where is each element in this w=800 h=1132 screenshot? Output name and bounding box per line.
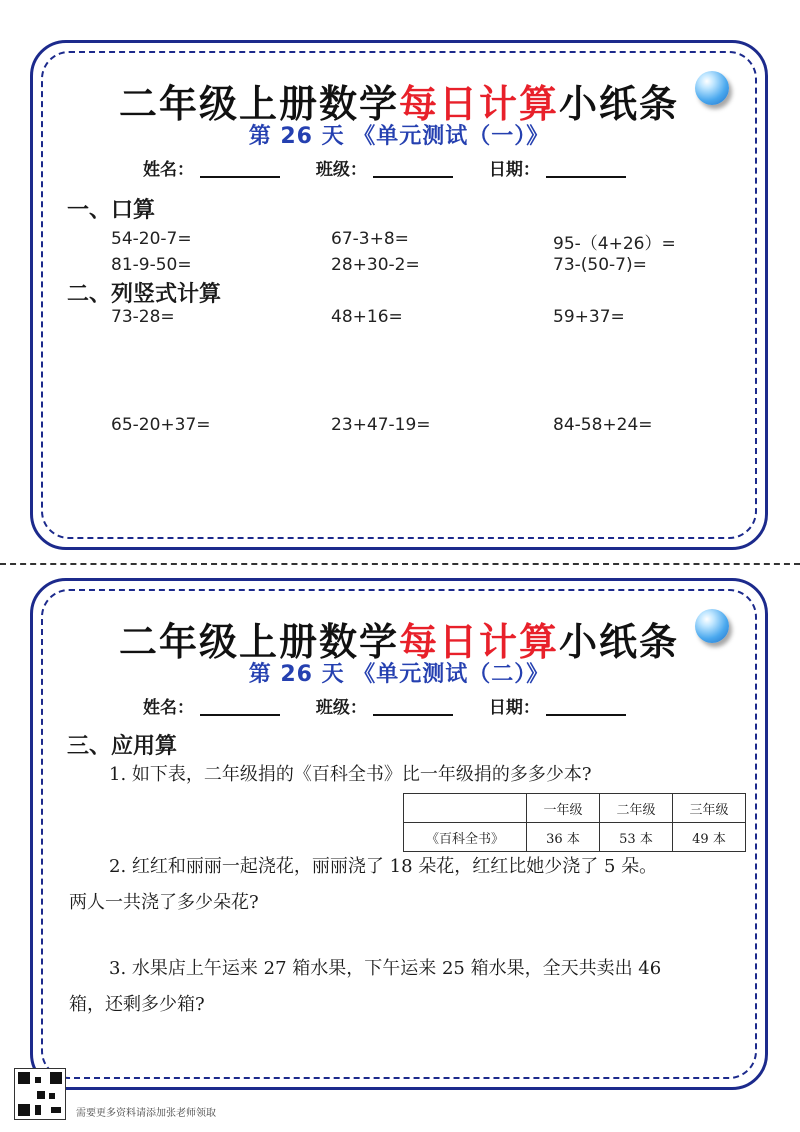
worksheet-card-1 xyxy=(30,40,768,550)
section-heading: 三、应用算 xyxy=(67,734,178,759)
table-cell: 《百科全书》 xyxy=(404,823,527,852)
date-label: 日期： xyxy=(488,698,540,718)
vertical-expr: 84-58+24= xyxy=(553,415,653,435)
table-cell: 三年级 xyxy=(673,794,746,823)
table-cell: 一年级 xyxy=(527,794,600,823)
books-table xyxy=(403,793,746,852)
footer-note: 需要更多资料请添加张老师领取 xyxy=(76,1108,216,1119)
question-3-line-2: 箱，还剩多少箱? xyxy=(69,994,205,1015)
table-row xyxy=(404,823,746,852)
vertical-expr: 59+37= xyxy=(553,307,625,327)
date-blank[interactable] xyxy=(546,176,626,178)
mental-expr: 95-（4+26）= xyxy=(553,234,676,254)
vertical-expr: 65-20+37= xyxy=(111,415,211,435)
table-cell: 36 本 xyxy=(527,823,600,852)
vertical-expr: 73-28= xyxy=(111,307,175,327)
name-blank[interactable] xyxy=(200,714,280,716)
table-cell: 49 本 xyxy=(673,823,746,852)
student-info-row xyxy=(143,155,656,180)
date-label: 日期： xyxy=(488,160,540,180)
class-label: 班级： xyxy=(315,698,367,718)
mental-expr: 73-(50-7)= xyxy=(553,255,647,275)
class-label: 班级： xyxy=(315,160,367,180)
class-blank[interactable] xyxy=(373,714,453,716)
mental-expr: 28+30-2= xyxy=(331,255,420,275)
mental-expr: 81-9-50= xyxy=(111,255,192,275)
question-1: 1. 如下表，二年级捐的《百科全书》比一年级捐的多多少本? xyxy=(109,764,592,785)
question-3-line-1: 3. 水果店上午运来 27 箱水果，下午运来 25 箱水果，全天共卖出 46 xyxy=(109,958,662,979)
section-heading: 二、列竖式计算 xyxy=(67,282,222,307)
question-2-line-1: 2. 红红和丽丽一起浇花，丽丽浇了 18 朵花，红红比她少浇了 5 朵。 xyxy=(109,856,658,877)
sheet-title: 二年级上册数学每日计算小纸条 xyxy=(118,82,680,126)
section-heading: 一、口算 xyxy=(67,198,156,223)
date-blank[interactable] xyxy=(546,714,626,716)
sheet-subtitle: 第 26 天 《单元测试（二）》 xyxy=(248,662,550,687)
table-cell xyxy=(404,794,527,823)
mental-expr: 54-20-7= xyxy=(111,229,192,249)
class-blank[interactable] xyxy=(373,176,453,178)
worksheet-card-2 xyxy=(30,578,768,1090)
question-2-line-2: 两人一共浇了多少朵花? xyxy=(69,892,259,913)
blue-orb-icon xyxy=(695,609,729,643)
name-blank[interactable] xyxy=(200,176,280,178)
qr-code-icon xyxy=(14,1068,66,1120)
student-info-row xyxy=(143,693,656,718)
sheet-title: 二年级上册数学每日计算小纸条 xyxy=(118,620,680,664)
mental-expr: 67-3+8= xyxy=(331,229,409,249)
vertical-expr: 23+47-19= xyxy=(331,415,431,435)
name-label: 姓名： xyxy=(143,698,194,718)
vertical-expr: 48+16= xyxy=(331,307,403,327)
name-label: 姓名： xyxy=(143,160,194,180)
table-cell: 53 本 xyxy=(600,823,673,852)
blue-orb-icon xyxy=(695,71,729,105)
table-cell: 二年级 xyxy=(600,794,673,823)
sheet-subtitle: 第 26 天 《单元测试（一）》 xyxy=(248,124,550,149)
table-header-row xyxy=(404,794,746,823)
cut-line xyxy=(0,563,800,565)
